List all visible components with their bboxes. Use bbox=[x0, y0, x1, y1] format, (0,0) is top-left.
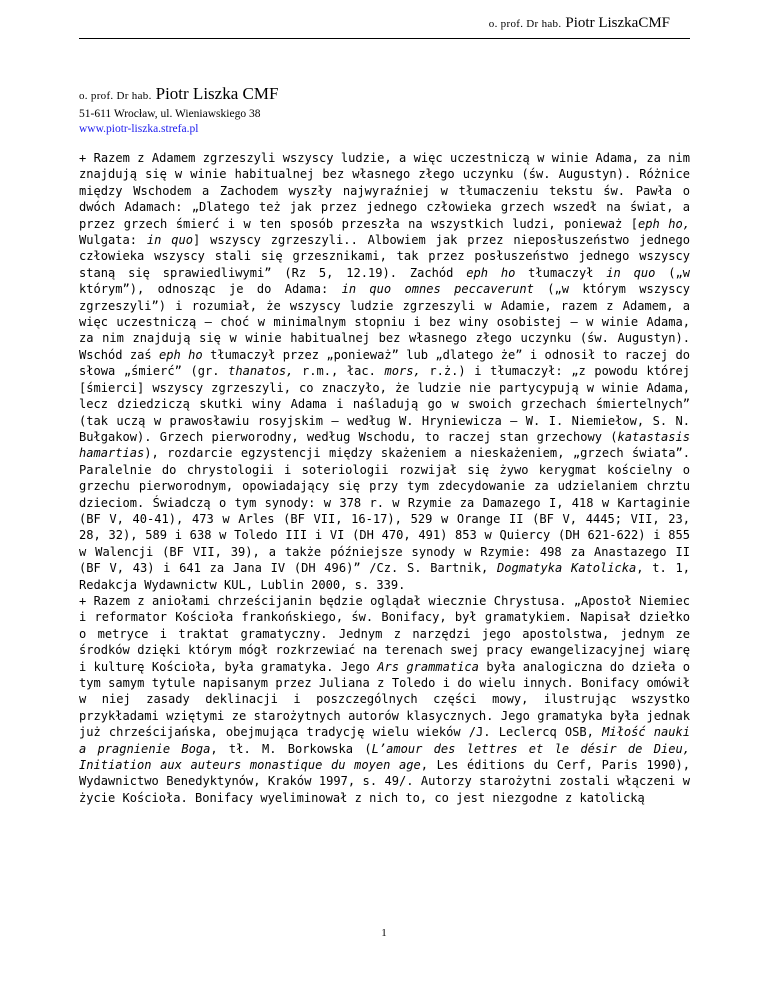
header-order: CMF bbox=[638, 15, 670, 31]
text-run: („w którym wszyscy zgrzeszyli”) i rozumiał, że wszyscy ludzie zgrzeszyli w Adamie, razem z Adamem, a więc uczestniczą – choć w minimalnym stopniu i bez winy osobistej – w winie Adama, za nim znajdują się w winie habitualnej bez własnego złego uczynku (św. Augustyn). Wschód zaś bbox=[79, 282, 691, 362]
italic-run: in quo omnes peccaverunt bbox=[341, 282, 534, 297]
italic-run: thanatos, bbox=[228, 364, 294, 379]
text-run: („w którym”), odnosząc je do Adama: bbox=[79, 265, 691, 297]
author-name: Piotr Liszka CMF bbox=[155, 84, 279, 103]
text-run: , t. 1, Redakcja Wydawnictw KUL, Lublin 2000, s. 339. bbox=[79, 561, 690, 592]
italic-run: in quo bbox=[606, 265, 656, 280]
text-run: Wulgata: bbox=[79, 233, 147, 248]
paragraph bbox=[79, 593, 690, 806]
italic-run: katastasis hamartias bbox=[79, 429, 690, 461]
text-run: ] wszyscy zgrzeszyli.. Albowiem jak przez nieposłuszeństwo jednego człowieka wszyscy stali się grzesznikami, tak przez posłuszeństwo jednego wszyscy staną się sprawiedliwymi” (Rz 5, 12.19). Zachód bbox=[79, 233, 690, 280]
italic-run: Ars grammatica bbox=[377, 659, 479, 674]
text-run: + Razem z Adamem zgrzeszyli wszyscy ludzie, a więc uczestniczą w winie Adama, za nim znajdują się w winie habitualnej bez własnego złego uczynku (św. Augustyn). Różnice między Wschodem a Zachodem wyszły najwyraźniej w tłumaczeniu tekstu św. Pawła o dwóch Adamach: „Dlatego też jak przez jednego człowieka grzech wszedł na świat, a przez grzech śmierć i w ten sposób przeszła na wszystkich ludzi, ponieważ [ bbox=[79, 151, 690, 231]
header-prefix: o. prof. Dr hab. bbox=[488, 18, 562, 30]
author-block bbox=[79, 84, 278, 137]
text-run: r.ż.) i tłumaczył: „z powodu której [śmierci] wszyscy zgrzeszyli, co znaczyło, że ludzie nie partycypują w winie Adama, lecz dziedziczą skutki winy Adama i naśladują go w swoich grzechach śmiertelnych” (tak uczą w prawosławiu rosyjskim – według W. Hryniewicza – W. I. Niemiełow, S. N. Bułgakow). Grzech pierworodny, według Wschodu, to raczej stan grzechowy ( bbox=[79, 364, 690, 444]
header-rule bbox=[79, 38, 690, 39]
italic-run: eph ho bbox=[466, 265, 516, 280]
italic-run: Dogmatyka Katolicka bbox=[497, 561, 637, 576]
italic-run: mors, bbox=[384, 364, 421, 379]
author-address: 51-611 Wrocław, ul. Wieniawskiego 38 bbox=[79, 108, 261, 120]
italic-run: eph ho bbox=[159, 347, 203, 362]
text-run: tłumaczył bbox=[515, 265, 607, 280]
text-run: , Les éditions du Cerf, Paris 1990), Wydawnictwo Benedyktynów, Kraków 1997, s. 49/. Autorzy starożytni zostali włączeni w życie Kościoła. Bonifacy wyeliminował z nich to, co jest niezgodne z katolicką bbox=[79, 758, 690, 805]
running-header bbox=[489, 14, 670, 32]
author-website-link[interactable]: www.piotr-liszka.strefa.pl bbox=[79, 123, 199, 135]
text-run: r.m., łac. bbox=[293, 364, 385, 379]
text-run: tłumaczył przez „ponieważ” lub „dlatego że” i odnosił to raczej do słowa „śmierć” (gr. bbox=[79, 347, 690, 379]
italic-run: eph ho, bbox=[637, 216, 690, 231]
author-line bbox=[79, 84, 278, 106]
header-name: Piotr Liszka bbox=[565, 15, 639, 31]
text-run: ), rozdarcie egzystencji między skażeniem a nieskażeniem, „grzech świata”. Paralelnie do chrystologii i soteriologii rozwijał się żywo kerygmat kościelny o grzechu pierworodnym, opowiadający się przy tym zdecydowanie za udzielaniem chrztu dzieciom. Świadczą o tym synody: w 378 r. w Rzymie za Damazego I, 418 w Kartaginie (BF V, 40-41), 473 w Arles (BF VII, 16-17), 529 w Orange II (BF V, 4445; VII, 23, 28, 32), 589 i 638 w Toledo III i VI (DH 470, 491) 853 w Quiercy (DH 621-622) i 855 w Walencji (BF VII, 39), a także późniejsze synody w Rzymie: 498 za Anastazego II (BF V, 43) i 641 za Jana IV (DH 496)” /Cz. S. Bartnik, bbox=[79, 446, 690, 576]
italic-run: Miłość nauki a pragnienie Boga bbox=[79, 725, 690, 756]
italic-run: in quo bbox=[146, 233, 194, 248]
author-prefix: o. prof. Dr hab. bbox=[79, 90, 152, 102]
text-run: + Razem z aniołami chrześcijanin będzie oglądał wiecznie Chrystusa. „Apostoł Niemiec i reformator Kościoła frankońskiego, św. Bonifacy, był gramatykiem. Napisał dziełko o metryce i traktat gramatyczny. Jednym z narzędzi jego apostolstwa, jednym ze środków dzięki którym mógł rozkrzewiać na terenach swej pracy ewangelizacyjnej wiarę i kulturę Kościoła, była gramatyka. Jego bbox=[79, 593, 690, 674]
italic-run: L’amour des lettres et le désir de Dieu, Initiation aux auteurs monastique du moyen age bbox=[79, 741, 690, 773]
body-text bbox=[79, 150, 690, 806]
text-run: była analogiczna do dzieła o tym samym tytule napisanym przez Juliana z Toledo i do wielu innych. Bonifacy omówił w niej zasady deklinacji i poszczególnych części mowy, ilustrując wszystko przykładami wziętymi ze starożytnych autorów klasycznych. Jego gramatyka była jednak już chrześcijańska, obejmująca tradycję wielu wieków /J. Leclercq OSB, bbox=[79, 659, 690, 740]
paragraph bbox=[79, 150, 690, 593]
text-run: , tł. M. Borkowska ( bbox=[210, 741, 372, 756]
page-number: 1 bbox=[381, 927, 387, 939]
